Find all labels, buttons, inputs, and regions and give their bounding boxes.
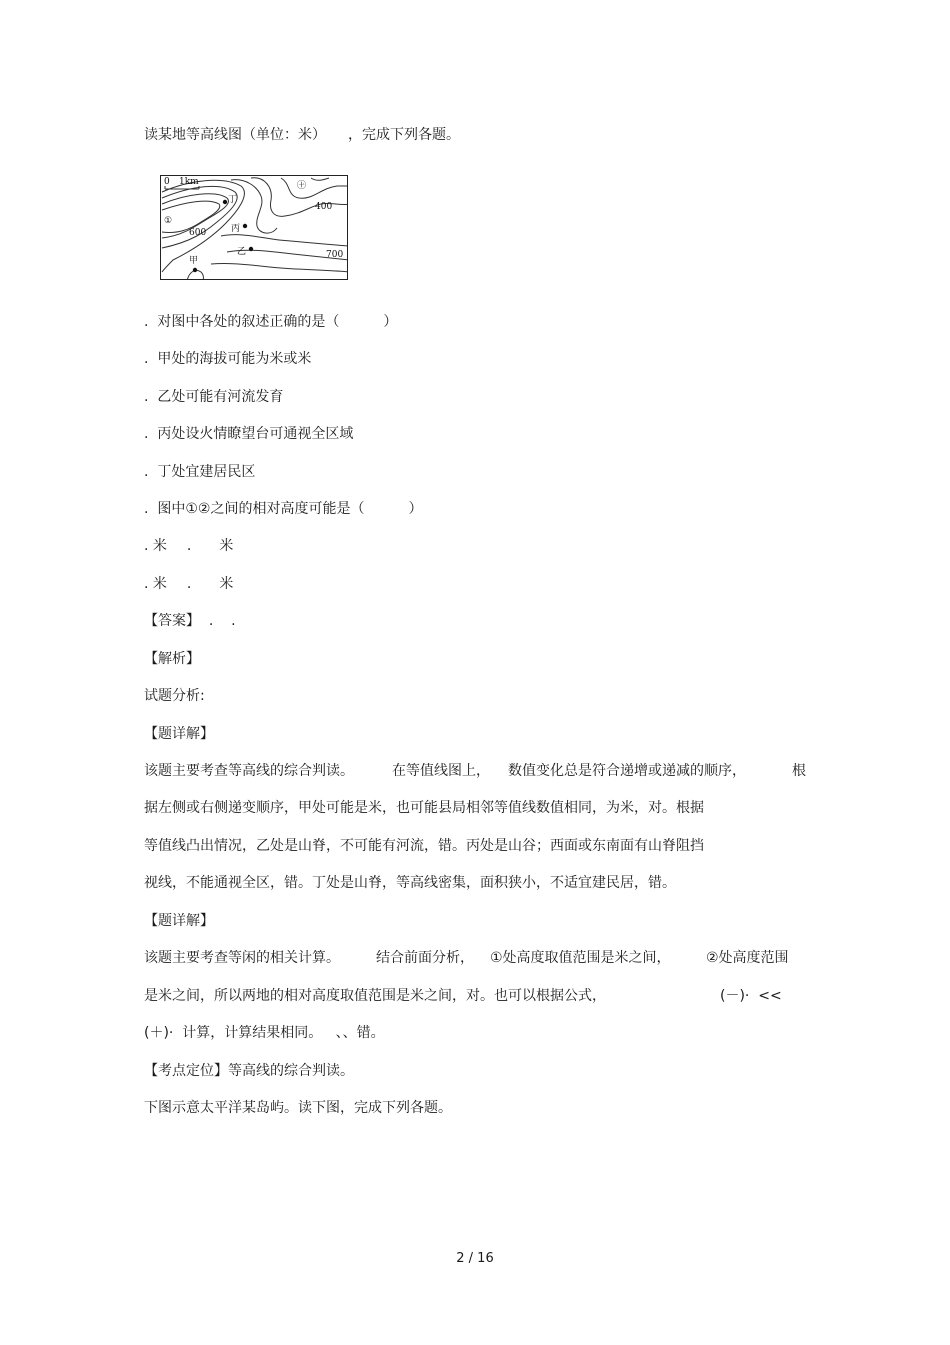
option-2b-dot: .	[186, 538, 192, 554]
detail-1-line-1b: 在等值线图上，	[392, 763, 490, 779]
yi-label: 乙	[237, 247, 247, 257]
contour-map	[160, 175, 348, 280]
detail-1-line-1d: 根	[792, 763, 806, 779]
options-row-2	[144, 574, 233, 594]
option-2d-dot: .	[186, 576, 192, 592]
options-row-1	[144, 536, 233, 556]
option-2a-dot: .	[144, 538, 149, 554]
option-1b-dot: .	[144, 389, 149, 405]
detail-2-line-3: (＋)· 计算，计算结果相同。 、、错。	[144, 1025, 385, 1041]
option-1a-dot: .	[144, 351, 149, 367]
scale-unit: 1km	[179, 177, 199, 187]
detail-1-line-1c: 数值变化总是符合递增或递减的顺序，	[508, 763, 746, 779]
page-number: 2 / 16	[456, 1251, 494, 1266]
intro-line	[144, 125, 460, 145]
next-intro: 下图示意太平洋某岛屿。读下图，完成下列各题。	[144, 1100, 452, 1116]
analysis-sub: 试题分析:	[144, 688, 205, 704]
option-1d	[144, 462, 255, 482]
answer-line	[144, 611, 236, 631]
detail-1-line-4: 视线，不能通视全区，错。丁处是山脊，等高线密集，面积狭小，不适宜建民居，错。	[144, 875, 676, 891]
option-1c-dot: .	[144, 426, 149, 442]
detail-2-line-1d: ②处高度范围	[706, 950, 789, 966]
question-1	[144, 312, 397, 332]
kaodian-line	[144, 1061, 354, 1081]
option-1a-text: 甲处的海拔可能为米或米	[157, 351, 312, 367]
option-2d-text: 米	[219, 576, 234, 592]
scale-zero: 0	[164, 177, 170, 187]
answer-label: 【答案】	[144, 613, 200, 629]
option-2c-text: 米	[152, 576, 167, 592]
option-1b	[144, 387, 283, 407]
question-2	[144, 499, 422, 519]
question-2-text: 图中①②之间的相对高度可能是（	[157, 501, 365, 517]
option-1d-text: 丁处宜建居民区	[157, 464, 256, 480]
detail-1-line-1a: 该题主要考查等高线的综合判读。	[144, 763, 354, 779]
detail-2-formula: (－)· <<	[720, 988, 782, 1004]
detail-2-line-1a: 该题主要考查等闲的相关计算。	[144, 950, 340, 966]
option-2c-dot: .	[144, 576, 149, 592]
intro-text: 读某地等高线图（单位：米）	[144, 127, 326, 143]
analysis-label: 【解析】	[144, 651, 200, 667]
contour-600-label: 600	[189, 228, 207, 238]
question-1-close: ）	[383, 314, 398, 330]
mark-2-label: ㊉	[297, 181, 307, 191]
contour-700-label: 700	[326, 250, 344, 260]
answer-value: . .	[208, 613, 236, 629]
detail-1-line-2: 据左侧或右侧递变顺序，甲处可能是米，也可能县局相邻等值线数值相同，为米，对。根据	[144, 800, 704, 816]
question-2-dot: .	[144, 501, 149, 517]
detail-2-line-1b: 结合前面分析，	[376, 950, 474, 966]
question-1-dot: .	[144, 314, 149, 330]
detail-1-line-3: 等值线凸出情况，乙处是山脊，不可能有河流，错。丙处是山谷；西面或东南面有山脊阻挡	[144, 838, 704, 854]
contour-400-label: 400	[315, 202, 333, 212]
option-1d-dot: .	[144, 464, 149, 480]
option-1c	[144, 424, 353, 444]
option-2a-text: 米	[152, 538, 167, 554]
bing-label: 丙	[231, 224, 241, 234]
detail-2-label: 【题详解】	[144, 913, 214, 929]
detail-2-line-2a: 是米之间，所以两地的相对高度取值范围是米之间，对。也可以根据公式，	[144, 988, 606, 1004]
jia-label: 甲	[189, 256, 199, 266]
question-2-close: ）	[408, 501, 423, 517]
intro-text-end: ，完成下列各题。	[348, 127, 460, 143]
kaodian-text: 等高线的综合判读。	[228, 1063, 354, 1079]
option-1c-text: 丙处设火情瞭望台可通视全区域	[157, 426, 354, 442]
kaodian-label: 【考点定位】	[144, 1063, 228, 1079]
option-2b-text: 米	[219, 538, 234, 554]
mark-1-label: ①	[164, 216, 173, 226]
detail-2-line-1c: ①处高度取值范围是米之间，	[490, 950, 671, 966]
option-1b-text: 乙处可能有河流发育	[157, 389, 284, 405]
ding-label: 丁	[228, 195, 238, 205]
detail-1-label: 【题详解】	[144, 726, 214, 742]
question-1-text: 对图中各处的叙述正确的是（	[157, 314, 340, 330]
option-1a	[144, 349, 311, 369]
